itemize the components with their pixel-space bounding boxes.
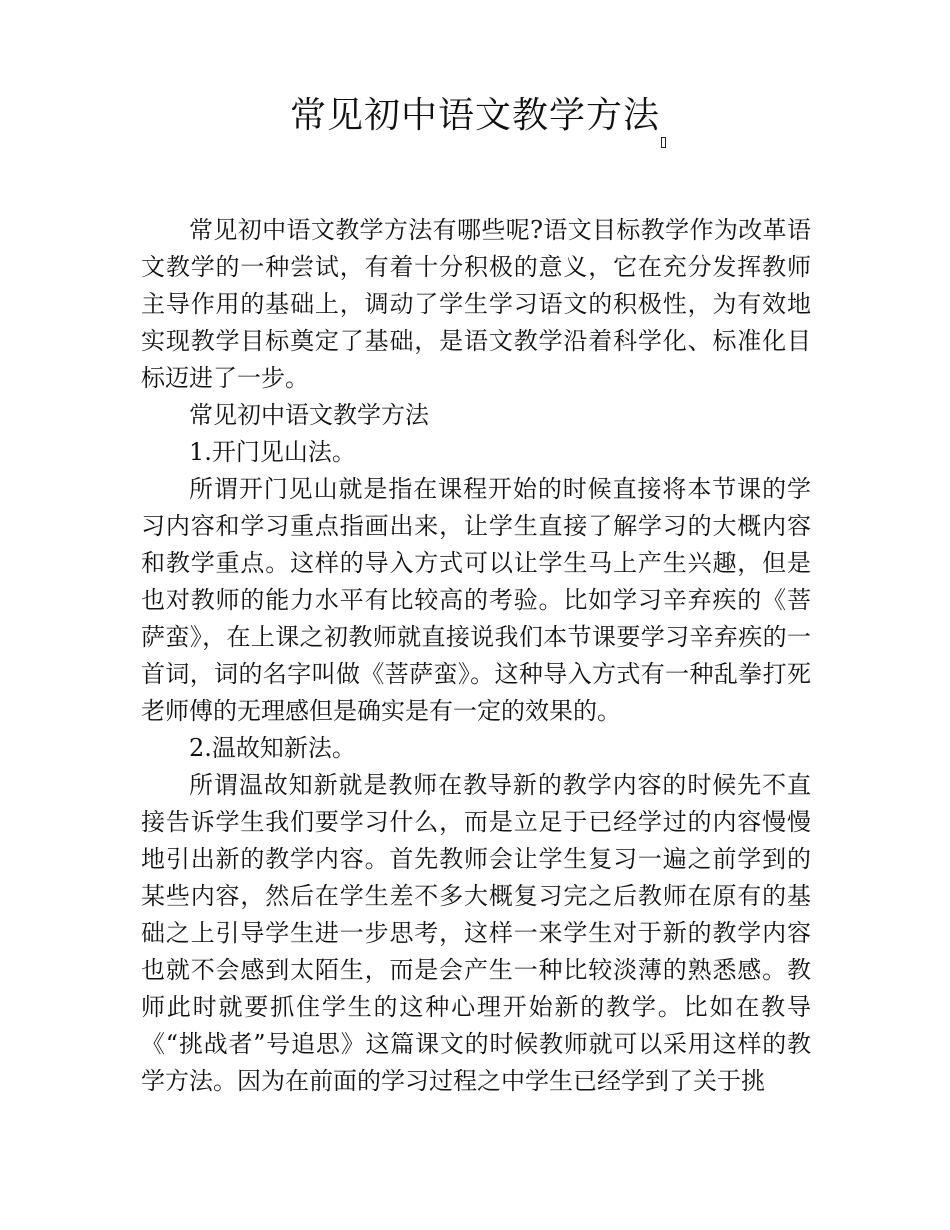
section-heading: 常见初中语文教学方法 xyxy=(189,401,429,429)
method-1-heading: 1.开门见山法。 xyxy=(189,438,356,466)
method-1-paragraph: 所谓开门见山就是指在课程开始的时候直接将本节课的学习内容和学习重点指画出来，让学生直接了解学习的大概内容和教学重点。这样的导入方式可以让学生马上产生兴趣，但是也对教师的能力水平有比较高的考验。比如学习辛弃疾的《菩萨蛮》，在上课之初教师就直接说我们本节课要学习辛弃疾的一首词，词的名字叫做《菩萨蛮》。这种导入方式有一种乱拳打死老师傅的无理感但是确实是有一定的效果的。 xyxy=(141,475,811,725)
document-body xyxy=(141,212,811,1100)
page-title: 常见初中语文教学方法 xyxy=(289,95,660,136)
method-2-paragraph: 所谓温故知新就是教师在教导新的教学内容的时候先不直接告诉学生我们要学习什么，而是立足于已经学过的内容慢慢地引出新的教学内容。首先教师会让学生复习一遍之前学到的某些内容，然后在学生差不多大概复习完之后教师在原有的基础之上引导学生进一步思考，这样一来学生对于新的教学内容也就不会感到太陌生，而是会产生一种比较淡薄的熟悉感。教师此时就要抓住学生的这种心理开始新的教学。比如在教导《“挑战者”号追思》这篇课文的时候教师就可以采用这样的教学方法。因为在前面的学习过程之中学生已经学到了关于挑 xyxy=(141,771,811,1095)
method-2-heading: 2.温故知新法。 xyxy=(189,734,356,762)
placeholder-glyph-icon xyxy=(661,137,666,148)
intro-paragraph: 常见初中语文教学方法有哪些呢?语文目标教学作为改革语文教学的一种尝试，有着十分积极的意义，它在充分发挥教师主导作用的基础上，调动了学生学习语文的积极性，为有效地实现教学目标奠定了基础，是语文教学沿着科学化、标准化目标迈进了一步。 xyxy=(141,216,811,392)
